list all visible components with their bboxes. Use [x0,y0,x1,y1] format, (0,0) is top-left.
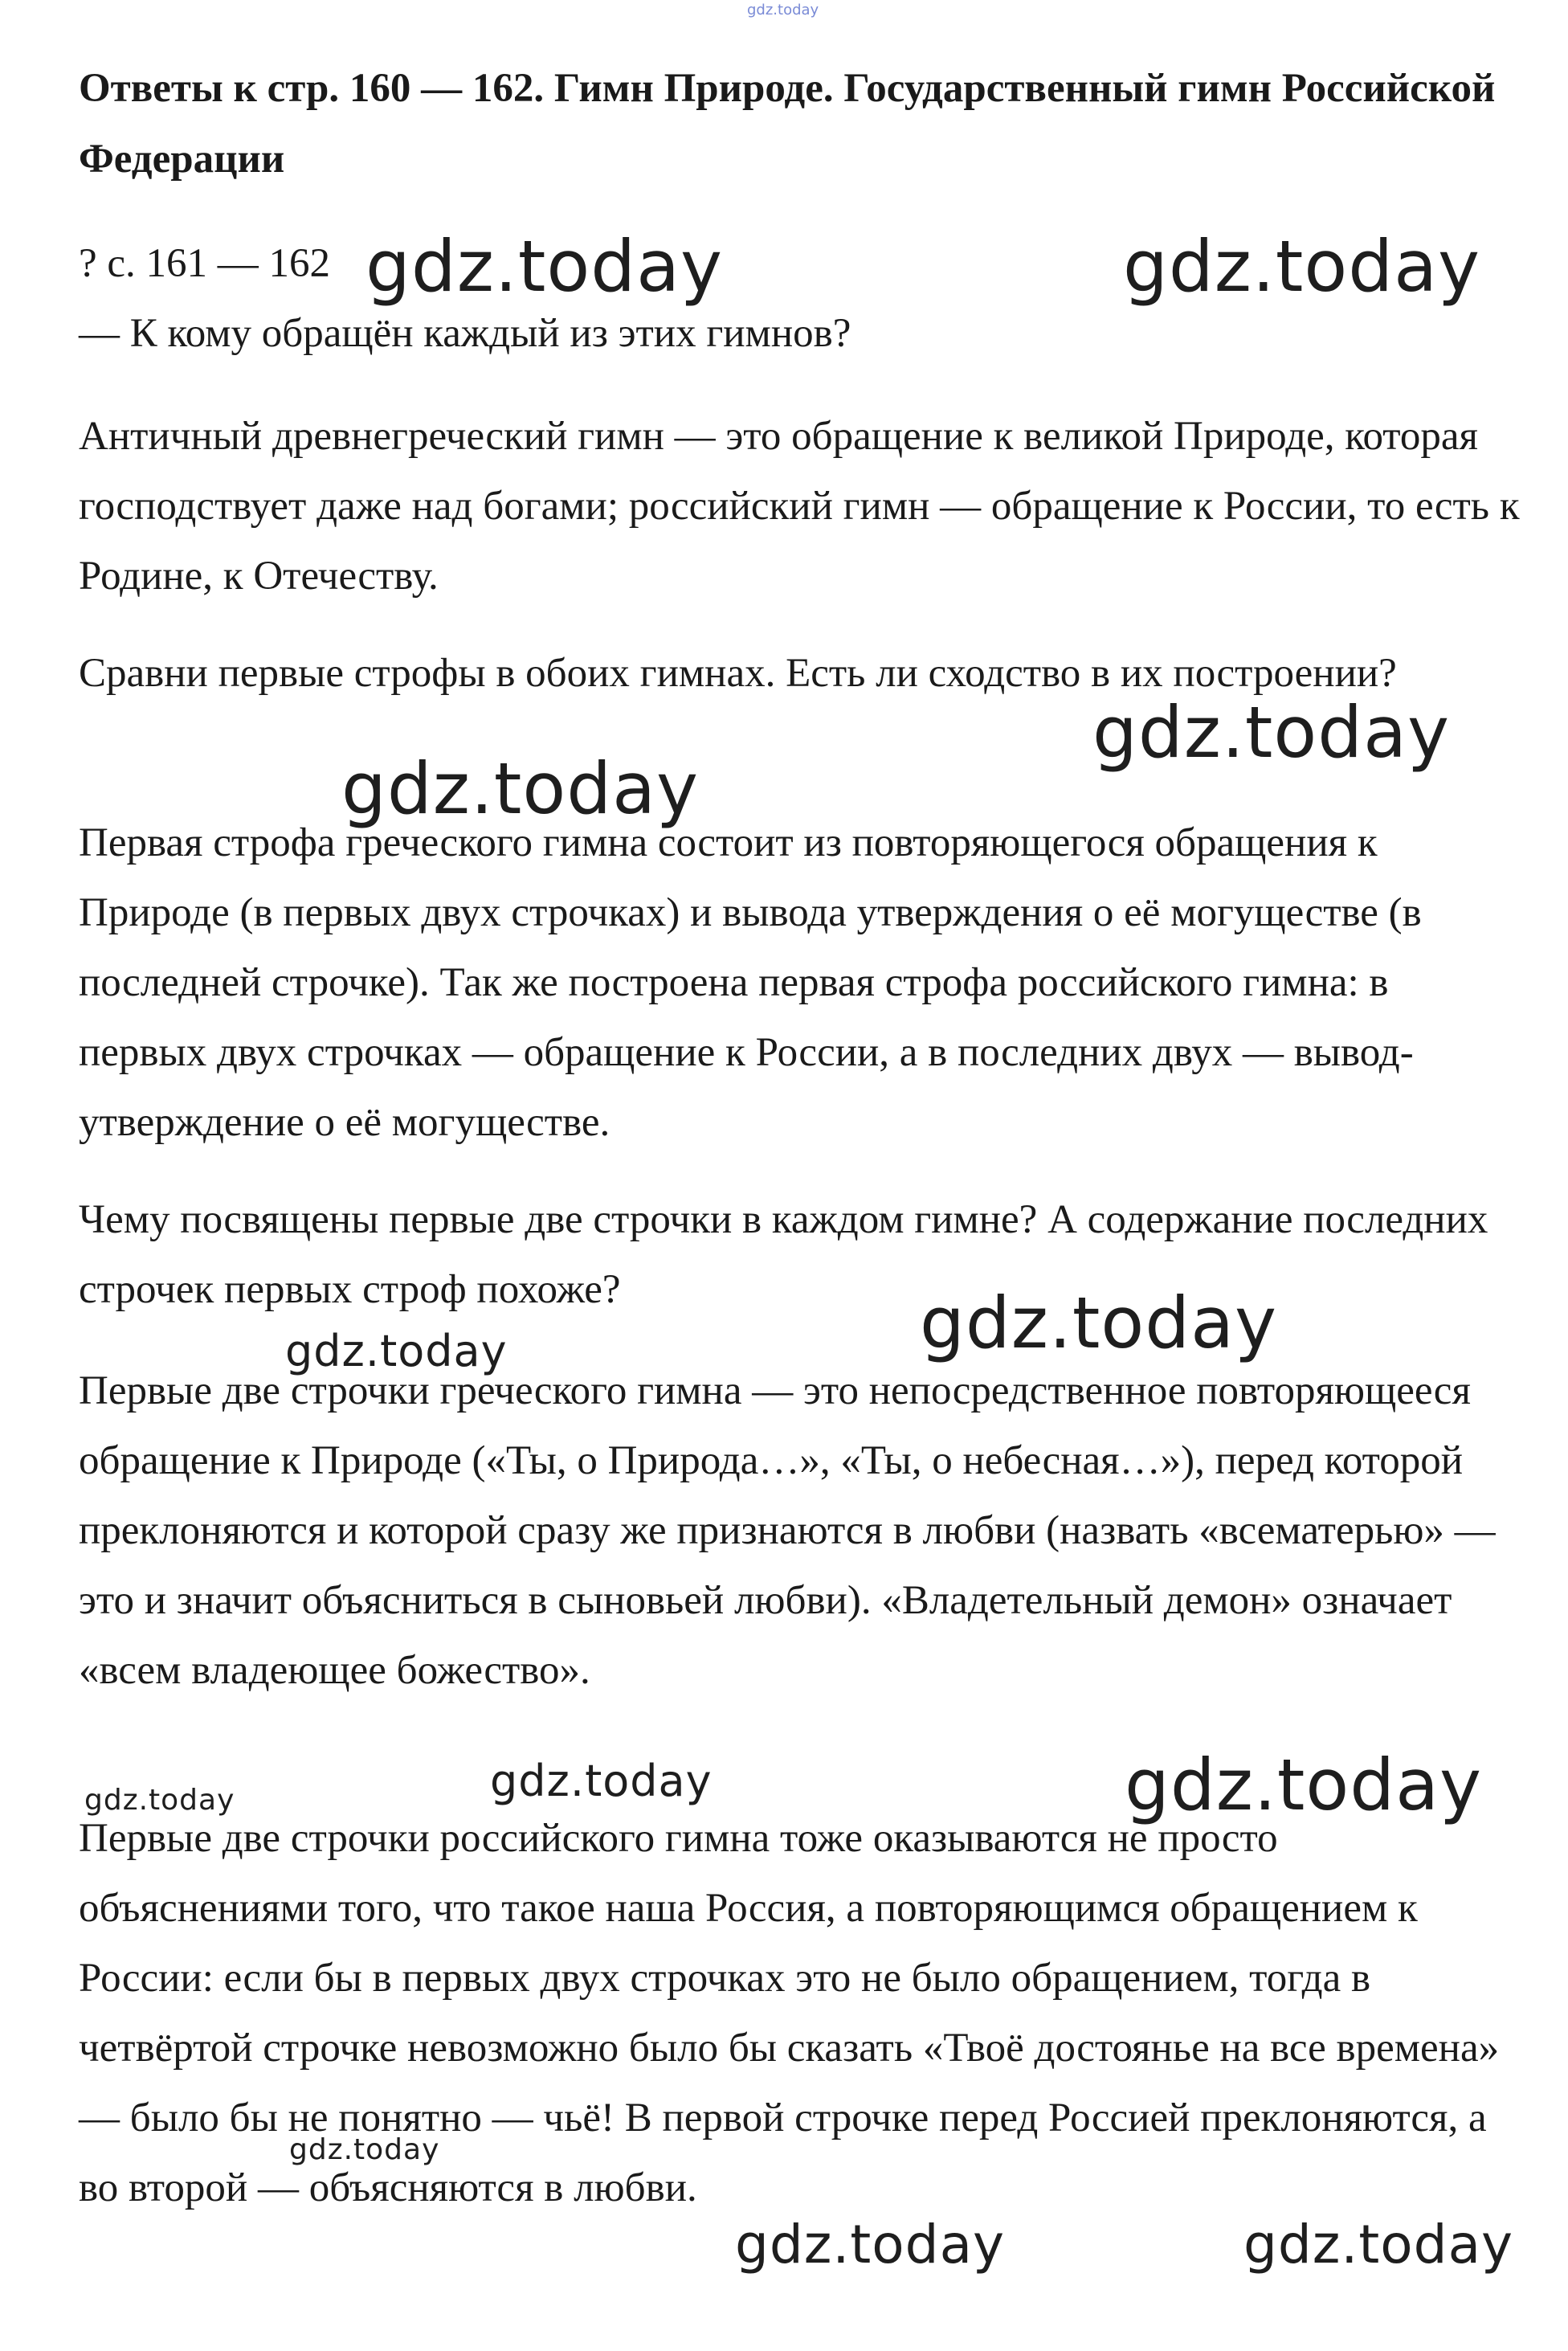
question-2: Сравни первые строфы в обоих гимнах. Есть ли сходство в их построении? [79,651,1397,696]
question-reference: ? с. 161 — 162 [79,241,331,286]
watermark: gdz.today [1243,2214,1514,2275]
watermark: gdz.today [84,1784,235,1817]
question-3: Чему посвящены первые две строчки в каждом гимне? А содержание последних строчек первых строф похоже? [79,1197,1488,1312]
question-1: — К кому обращён каждый из этих гимнов? [79,311,851,356]
watermark: gdz.today [341,747,700,830]
watermark: gdz.today [1123,225,1481,308]
watermark: gdz.today [735,2214,1006,2275]
watermark: gdz.today [920,1282,1278,1364]
watermark: gdz.today [747,2,819,18]
watermark: gdz.today [285,1326,508,1376]
answer-1: Античный древнегреческий гимн — это обращение к великой Природе, которая господствует даже над богами; российский гимн — обращение к России, то есть к Родине, к Отечеству. [79,414,1520,599]
answer-3: Первые две строчки греческого гимна — это непосредственное повторяющееся обращение к Природе («Ты, о Природа…», «Ты, о небесная…»), перед которой преклоняются и которой сразу же признаются в любви (назвать «всематерью» — это и значит объясниться в сыновьей любви). «Владетельный демон» означает «всем владеющее божество». [79,1368,1496,1693]
watermark: gdz.today [490,1756,713,1806]
answer-2: Первая строфа греческого гимна состоит из повторяющегося обращения к Природе (в первых двух строчках) и вывода утверждения о её могуществе (в последней строчке). Так же построена первая строфа российского гимна: в первых двух строчках — обращение к России, а в последних двух — вывод-утверждение о её могуществе. [79,820,1422,1145]
watermark: gdz.today [1092,691,1451,774]
watermark: gdz.today [1125,1744,1483,1826]
answer-4: Первые две строчки российского гимна тоже оказываются не просто объяснениями того, что такое наша Россия, а повторяющимся обращением к России: если бы в первых двух строчках это не было обращением, тогда в четвёртой строчке невозможно было бы сказать «Твоё достоянье на все времена» — было бы не понятно — чьё! В первой строчке перед Россией преклоняются, а во второй — объясняются в любви. [79,1816,1500,2210]
watermark: gdz.today [289,2133,440,2166]
watermark: gdz.today [365,225,724,308]
page-title: Ответы к стр. 160 — 162. Гимн Природе. Государственный гимн Российской Федерации [79,66,1496,182]
